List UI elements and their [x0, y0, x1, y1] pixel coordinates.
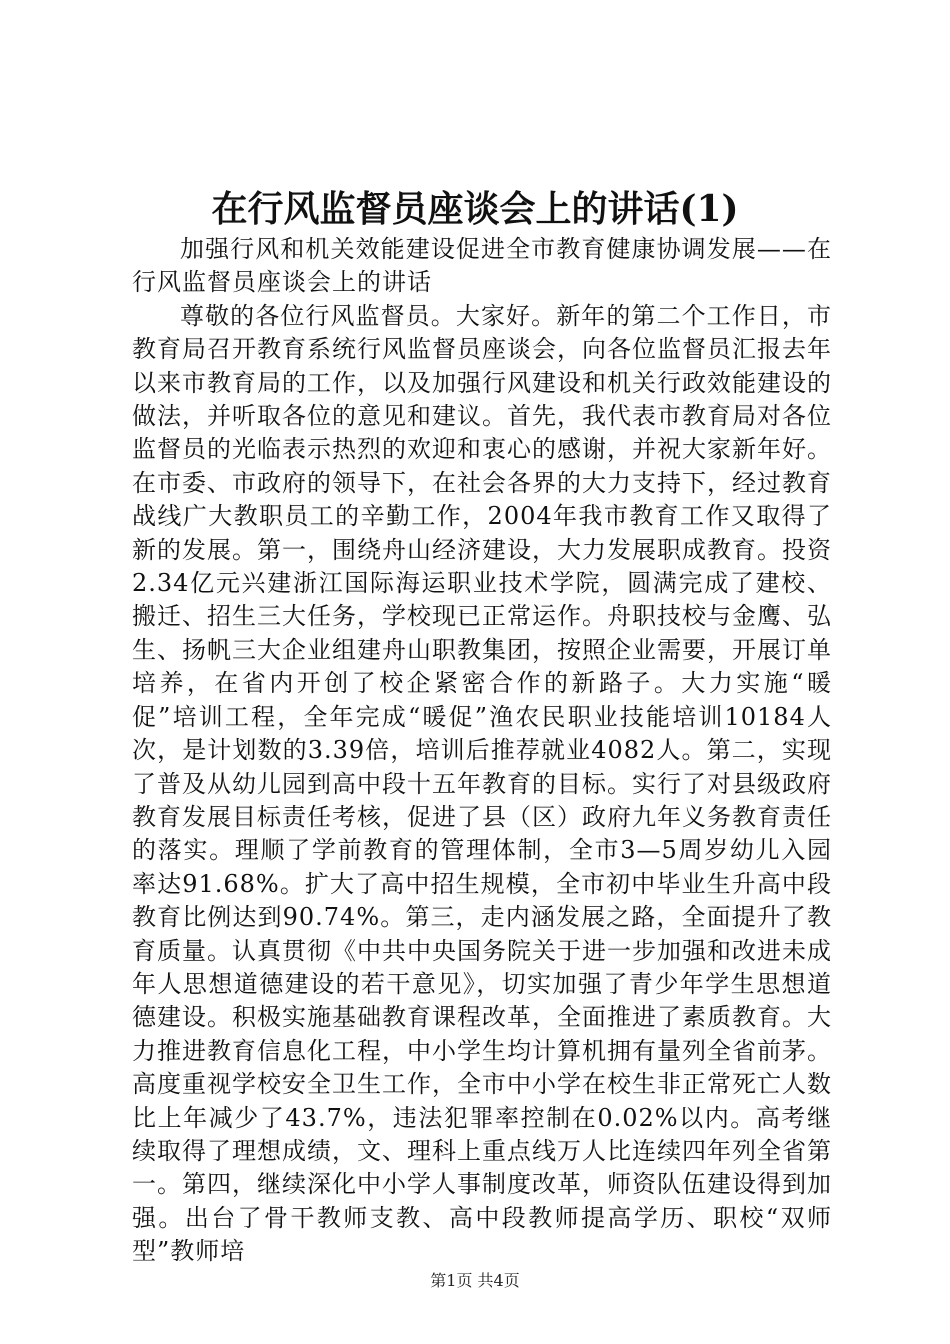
subtitle-paragraph: 加强行风和机关效能建设促进全市教育健康协调发展——在行风监督员座谈会上的讲话	[132, 235, 832, 297]
document-body	[132, 233, 832, 1269]
document-title: 在行风监督员座谈会上的讲话(1)	[211, 188, 739, 230]
body-paragraph: 尊敬的各位行风监督员。大家好。新年的第二个工作日，市教育局召开教育系统行风监督员座谈会，向各位监督员汇报去年以来市教育局的工作，以及加强行风建设和机关行政效能建设的做法，并听取各位的意见和建议。首先，我代表市教育局对各位监督员的光临表示热烈的欢迎和衷心的感谢，并祝大家新年好。在市委、市政府的领导下，在社会各界的大力支持下，经过教育战线广大教职员工的辛勤工作，2004年我市教育工作又取得了新的发展。第一，围绕舟山经济建设，大力发展职成教育。投资2.34亿元兴建浙江国际海运职业技术学院，圆满完成了建校、搬迁、招生三大任务，学校现已正常运作。舟职技校与金鹰、弘生、扬帆三大企业组建舟山职教集团，按照企业需要，开展订单培养，在省内开创了校企紧密合作的新路子。大力实施“暖促”培训工程，全年完成“暖促”渔农民职业技能培训10184人次，是计划数的3.39倍，培训后推荐就业4082人。第二，实现了普及从幼儿园到高中段十五年教育的目标。实行了对县级政府教育发展目标责任考核，促进了县（区）政府九年义务教育责任的落实。理顺了学前教育的管理体制，全市3—5周岁幼儿入园率达91.68%。扩大了高中招生规模，全市初中毕业生升高中段教育比例达到90.74%。第三，走内涵发展之路，全面提升了教育质量。认真贯彻《中共中央国务院关于进一步加强和改进未成年人思想道德建设的若干意见》，切实加强了青少年学生思想道德建设。积极实施基础教育课程改革，全面推进了素质教育。大力推进教育信息化工程，中小学生均计算机拥有量列全省前茅。高度重视学校安全卫生工作，全市中小学在校生非正常死亡人数比上年减少了43.7%，违法犯罪率控制在0.02%以内。高考继续取得了理想成绩，文、理科上重点线万人比连续四年列全省第一。第四，继续深化中小学人事制度改革，师资队伍建设得到加强。出台了骨干教师支教、高中段教师提高学历、职校“双师型”教师培	[132, 301, 832, 1266]
page-number-footer: 第1页 共4页	[430, 1271, 520, 1290]
